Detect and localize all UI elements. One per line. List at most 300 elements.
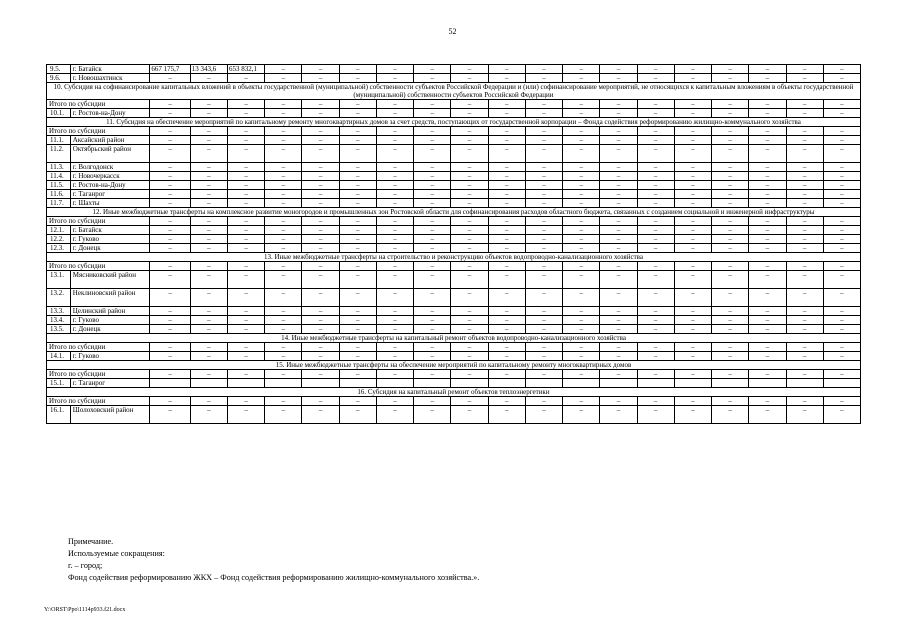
table-row [47,199,861,208]
value-cell: – [823,397,860,406]
value-cell: – [600,190,637,199]
municipality-name: Целинский район [70,307,150,316]
value-cell: – [414,74,451,83]
value-cell: – [563,181,600,190]
value-cell: – [150,109,190,118]
table-row [47,271,861,289]
value-cell: – [563,397,600,406]
value-cell: – [150,145,190,163]
total-row [47,343,861,352]
value-cell: – [600,199,637,208]
value-cell: – [600,289,637,307]
total-row [47,127,861,136]
value-cell: – [488,235,525,244]
value-cell: – [637,109,674,118]
value-cell: – [302,145,339,163]
value-cell: – [563,74,600,83]
value-cell: – [302,325,339,334]
value-cell: – [525,100,562,109]
value-cell: – [600,172,637,181]
value-cell: – [227,289,264,307]
value-cell: – [712,370,749,379]
value-cell: – [637,74,674,83]
value-cell: – [488,316,525,325]
value-cell: – [265,316,302,325]
value-cell: – [190,172,227,181]
value-cell: – [414,244,451,253]
value-cell [637,379,674,388]
value-cell: – [339,370,376,379]
value-cell: – [414,163,451,172]
value-cell: – [265,289,302,307]
value-cell: – [451,127,488,136]
value-cell: – [302,217,339,226]
value-cell: – [376,370,413,379]
notes-title: Примечание. [68,537,114,546]
value-cell: – [563,163,600,172]
value-cell: – [712,136,749,145]
value-cell: – [488,65,525,74]
value-cell: – [786,145,823,163]
value-cell: – [265,244,302,253]
value-cell: – [712,172,749,181]
value-cell: – [488,289,525,307]
value-cell: – [637,145,674,163]
value-cell: – [376,235,413,244]
value-cell: – [376,199,413,208]
section-heading: 12. Иные межбюджетные трансферты на комплексное развитие моногородов и промышленных зон Ростовской области для софинансирования расходов областного бюджета, связанных с созданием социальной и инженерной инфраструктуры [47,208,861,217]
value-cell: – [749,316,786,325]
municipality-name: г. Донецк [70,325,150,334]
value-cell: – [414,172,451,181]
value-cell: – [376,100,413,109]
value-cell: – [451,289,488,307]
municipality-name: г. Ростов-на-Дону [70,181,150,190]
section-heading: 14. Иные межбюджетные трансферты на капитальный ремонт объектов водопроводно-канализационного хозяйства [47,334,861,343]
value-cell: – [339,343,376,352]
value-cell: – [525,271,562,289]
value-cell: – [823,226,860,235]
value-cell: – [600,127,637,136]
value-cell: – [600,100,637,109]
value-cell: – [302,370,339,379]
value-cell: – [674,145,711,163]
value-cell: – [339,199,376,208]
value-cell: – [823,244,860,253]
value-cell: – [525,244,562,253]
row-number: 14.1. [47,352,71,361]
value-cell: – [376,109,413,118]
value-cell: – [227,271,264,289]
value-cell: – [150,136,190,145]
value-cell: – [712,127,749,136]
value-cell: – [600,406,637,424]
value-cell: – [823,343,860,352]
value-cell: – [823,262,860,271]
row-number: 13.4. [47,316,71,325]
value-cell: – [265,74,302,83]
value-cell: – [451,74,488,83]
value-cell: – [265,352,302,361]
table-row [47,181,861,190]
value-cell: – [637,325,674,334]
value-cell: – [488,163,525,172]
row-number: 11.2. [47,145,71,163]
value-cell: – [265,406,302,424]
table-row [47,109,861,118]
value-cell: – [786,235,823,244]
value-cell: – [376,145,413,163]
value-cell: – [302,235,339,244]
value-cell: 653 832,1 [227,65,264,74]
value-cell: – [674,136,711,145]
value-cell: – [265,307,302,316]
value-cell: – [637,271,674,289]
value-cell [749,379,786,388]
value-cell: – [339,352,376,361]
value-cell: – [227,307,264,316]
notes-line-fund: Фонд содействия реформированию ЖКХ – Фонд содействия реформированию жилищно-коммунального хозяйства.». [68,573,480,582]
value-cell: – [525,109,562,118]
value-cell: – [150,397,190,406]
municipality-name: г. Гуково [70,352,150,361]
value-cell: – [637,181,674,190]
value-cell: – [488,145,525,163]
value-cell: – [190,307,227,316]
value-cell: – [749,74,786,83]
value-cell: – [451,262,488,271]
value-cell: – [265,109,302,118]
value-cell: – [563,244,600,253]
value-cell: – [302,181,339,190]
value-cell: – [823,217,860,226]
value-cell: – [190,289,227,307]
section-heading-row [47,388,861,397]
value-cell: – [150,271,190,289]
value-cell: – [339,100,376,109]
value-cell: – [563,199,600,208]
value-cell: – [190,316,227,325]
value-cell: – [227,235,264,244]
value-cell: – [600,145,637,163]
total-label: Итого по субсидии [47,217,150,226]
value-cell: – [525,74,562,83]
municipality-name: г. Волгодонск [70,163,150,172]
municipality-name: Неклиновский район [70,289,150,307]
table-row [47,352,861,361]
value-cell: – [674,397,711,406]
value-cell: – [488,325,525,334]
value-cell: – [339,136,376,145]
value-cell: – [150,289,190,307]
value-cell [823,379,860,388]
value-cell: – [712,145,749,163]
value-cell: – [786,343,823,352]
notes-abbr-title: Используемые сокращения: [68,549,165,558]
section-heading: 11. Субсидия на обеспечение мероприятий по капитальному ремонту многоквартирных домов за счет средств, поступающих от государственной корпорации – Фонда содействия реформированию жилищно-коммунального хозяйства [47,118,861,127]
value-cell: – [150,235,190,244]
value-cell: – [786,352,823,361]
value-cell: – [376,226,413,235]
value-cell: – [823,127,860,136]
value-cell: – [150,316,190,325]
value-cell [712,379,749,388]
municipality-name: Шолоховский район [70,406,150,424]
value-cell: – [488,74,525,83]
value-cell: – [265,343,302,352]
value-cell: – [488,397,525,406]
total-row [47,217,861,226]
value-cell: – [451,370,488,379]
value-cell [150,379,190,388]
value-cell: – [302,244,339,253]
value-cell: – [600,352,637,361]
value-cell: – [190,163,227,172]
value-cell: – [488,100,525,109]
value-cell: – [600,181,637,190]
value-cell: – [376,262,413,271]
row-number: 11.1. [47,136,71,145]
value-cell [451,379,488,388]
total-label: Итого по субсидии [47,127,150,136]
value-cell: – [823,136,860,145]
value-cell: – [712,397,749,406]
value-cell: – [637,217,674,226]
value-cell: – [749,262,786,271]
table-row [47,316,861,325]
value-cell: – [563,190,600,199]
municipality-name: г. Таганрог [70,190,150,199]
value-cell: – [823,325,860,334]
total-label: Итого по субсидии [47,343,150,352]
value-cell: – [786,163,823,172]
value-cell: – [525,316,562,325]
value-cell: – [488,172,525,181]
value-cell: – [339,289,376,307]
municipality-name: г. Донецк [70,244,150,253]
value-cell: – [563,271,600,289]
value-cell: – [563,100,600,109]
value-cell: – [376,343,413,352]
value-cell: – [823,316,860,325]
value-cell: – [600,136,637,145]
value-cell: – [339,145,376,163]
value-cell: – [563,136,600,145]
value-cell: – [600,244,637,253]
value-cell: – [227,172,264,181]
section-heading: 13. Иные межбюджетные трансферты на строительство и реконструкцию объектов водопроводно-канализационного хозяйства [47,253,861,262]
table-row [47,190,861,199]
table-row [47,136,861,145]
value-cell: – [227,406,264,424]
value-cell [525,379,562,388]
table-row [47,406,861,424]
value-cell: – [712,163,749,172]
value-cell: – [823,271,860,289]
value-cell: – [600,307,637,316]
value-cell: – [302,109,339,118]
value-cell [302,379,339,388]
value-cell: – [227,190,264,199]
value-cell: – [339,262,376,271]
section-heading: 16. Субсидия на капитальный ремонт объектов теплоэнергетики [47,388,861,397]
value-cell: – [190,127,227,136]
value-cell: – [227,136,264,145]
row-number: 15.1. [47,379,71,388]
value-cell: – [414,190,451,199]
value-cell: – [339,163,376,172]
value-cell: – [749,217,786,226]
value-cell: – [637,343,674,352]
total-row [47,370,861,379]
value-cell: – [414,370,451,379]
value-cell: – [749,235,786,244]
value-cell: – [451,316,488,325]
value-cell: – [786,136,823,145]
value-cell: – [190,109,227,118]
value-cell: – [488,271,525,289]
value-cell: – [150,199,190,208]
value-cell: – [563,172,600,181]
value-cell: – [563,316,600,325]
value-cell: – [749,145,786,163]
value-cell: – [302,100,339,109]
value-cell: – [637,406,674,424]
value-cell: – [525,226,562,235]
value-cell: – [749,244,786,253]
value-cell: – [227,325,264,334]
value-cell: – [674,181,711,190]
value-cell: – [414,352,451,361]
value-cell: – [600,262,637,271]
row-number: 13.2. [47,289,71,307]
value-cell: – [451,226,488,235]
value-cell: – [823,145,860,163]
value-cell: – [749,172,786,181]
value-cell: – [525,370,562,379]
value-cell: – [525,127,562,136]
table-row [47,235,861,244]
value-cell: – [637,163,674,172]
value-cell: – [227,397,264,406]
value-cell: – [525,406,562,424]
value-cell: – [302,163,339,172]
value-cell: – [525,199,562,208]
value-cell: – [823,307,860,316]
value-cell: – [150,325,190,334]
value-cell: – [376,136,413,145]
row-number: 12.2. [47,235,71,244]
table-row [47,307,861,316]
municipality-name: г. Гуково [70,316,150,325]
value-cell: – [150,406,190,424]
table-row [47,172,861,181]
value-cell: – [150,343,190,352]
value-cell: – [414,181,451,190]
value-cell: – [265,100,302,109]
value-cell: – [414,343,451,352]
value-cell: – [712,271,749,289]
value-cell: – [414,199,451,208]
value-cell: – [265,271,302,289]
row-number: 12.1. [47,226,71,235]
value-cell: – [488,181,525,190]
value-cell: – [265,190,302,199]
value-cell: – [376,406,413,424]
value-cell: – [414,325,451,334]
value-cell: – [150,226,190,235]
value-cell: – [674,235,711,244]
value-cell: – [414,109,451,118]
value-cell: – [227,370,264,379]
value-cell: – [150,190,190,199]
value-cell: – [749,100,786,109]
value-cell: – [488,370,525,379]
total-label: Итого по субсидии [47,100,150,109]
value-cell: – [488,244,525,253]
value-cell: – [376,163,413,172]
value-cell: 667 175,7 [150,65,190,74]
value-cell: – [674,65,711,74]
table-row [47,379,861,388]
value-cell: – [190,100,227,109]
value-cell: – [749,181,786,190]
value-cell: – [600,316,637,325]
value-cell: – [563,307,600,316]
value-cell: – [376,127,413,136]
value-cell: – [190,235,227,244]
value-cell: – [712,244,749,253]
value-cell: – [190,352,227,361]
value-cell: – [600,397,637,406]
value-cell: – [190,262,227,271]
value-cell: – [563,109,600,118]
value-cell: – [674,343,711,352]
value-cell: – [563,235,600,244]
row-number: 10.1. [47,109,71,118]
municipality-name: г. Батайск [70,226,150,235]
value-cell: – [302,172,339,181]
table-row [47,289,861,307]
value-cell: – [637,235,674,244]
value-cell: – [712,289,749,307]
total-row [47,262,861,271]
section-heading-row [47,83,861,100]
value-cell: – [227,74,264,83]
table-row [47,244,861,253]
value-cell: – [712,74,749,83]
value-cell: – [525,325,562,334]
value-cell: – [786,289,823,307]
value-cell: – [190,145,227,163]
value-cell: – [302,352,339,361]
value-cell: – [600,65,637,74]
value-cell: – [563,262,600,271]
value-cell: – [637,65,674,74]
value-cell: – [376,181,413,190]
total-row [47,397,861,406]
value-cell: – [637,316,674,325]
value-cell: – [823,235,860,244]
value-cell: – [227,181,264,190]
value-cell: – [376,244,413,253]
row-number: 12.3. [47,244,71,253]
value-cell: – [525,352,562,361]
value-cell: – [488,352,525,361]
value-cell: – [749,127,786,136]
page-number: 52 [448,27,457,36]
value-cell: – [227,145,264,163]
